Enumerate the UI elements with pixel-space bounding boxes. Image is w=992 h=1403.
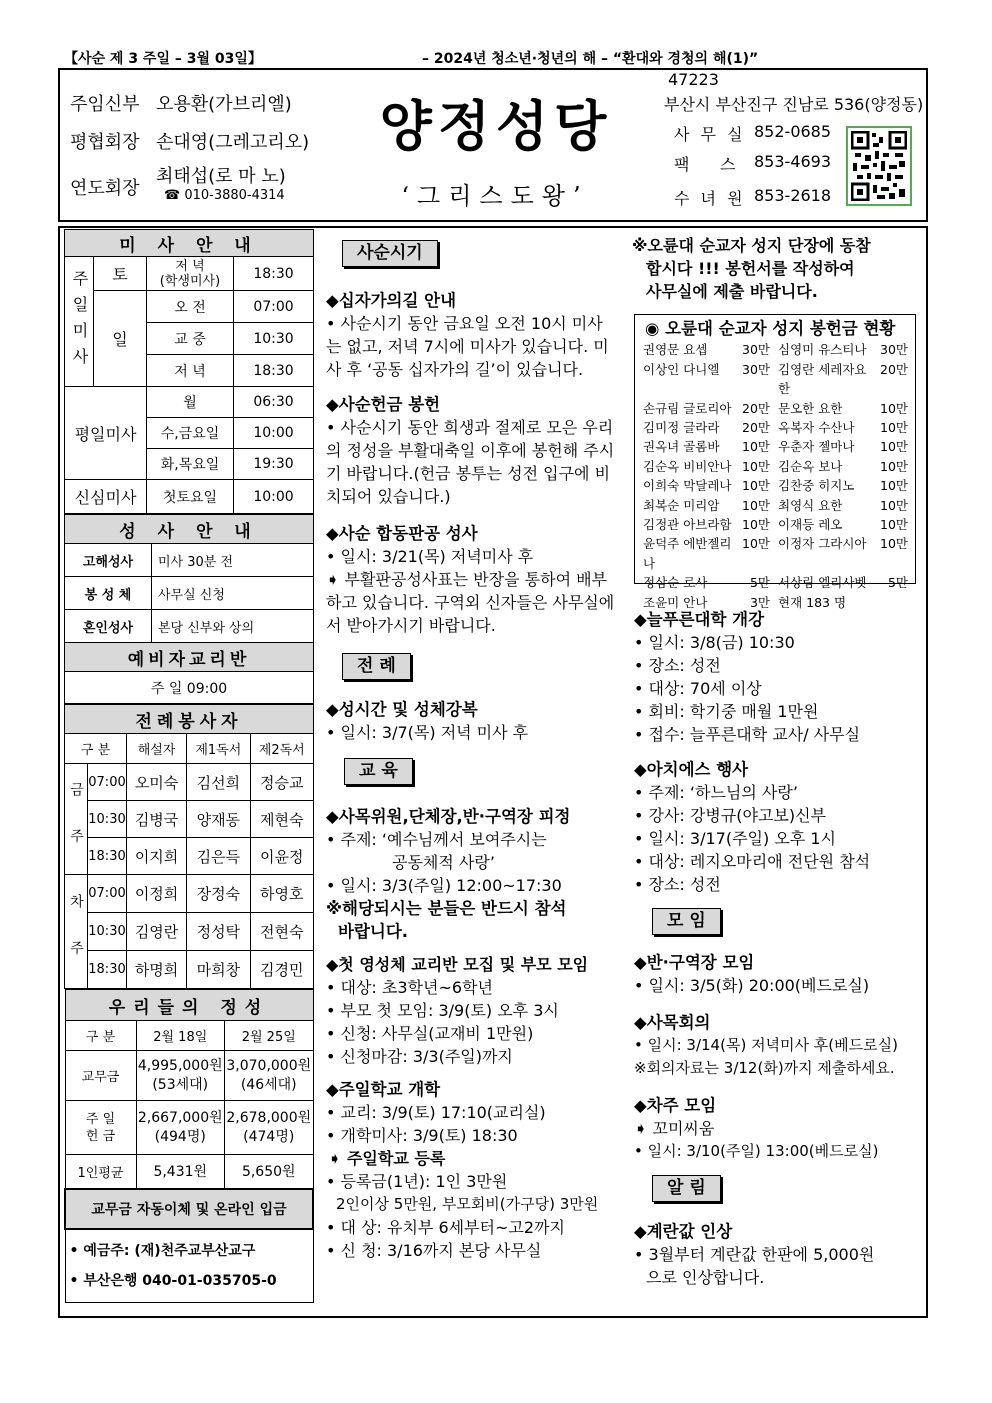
donor-amount: 10만 — [880, 517, 908, 533]
sub-heading: ➧ 꼬미씨움 — [634, 1119, 715, 1138]
donor-name: 최영식 요한 — [778, 497, 843, 513]
donor-name: 이상인 다니엘 — [643, 361, 720, 377]
list-item: • 3월부터 계란값 한판에 5,000원 — [634, 1245, 875, 1264]
weekday-mass-label: 평일미사 — [65, 387, 147, 480]
account-holder: • 예금주: (재)천주교부산교구 — [69, 1242, 256, 1259]
donor-amount: 3만 — [749, 594, 770, 610]
right-notice — [632, 234, 916, 303]
donor-amount: 10만 — [880, 536, 908, 552]
list-item: • 교리: 3/9(토) 17:10(교리실) — [326, 1103, 546, 1122]
list-item: • 대상: 초3학년~6학년 — [326, 978, 493, 997]
donor-name: 서상림 엘리사벳 — [778, 575, 867, 591]
server-name: 김경민 — [250, 951, 313, 989]
section-tab: 교 육 — [344, 758, 413, 785]
officer-name: 최태섭(로 마 노) — [156, 166, 286, 187]
mass-time: 07:00 — [88, 764, 127, 801]
notice-heading: ◆반·구역장 모임 — [634, 953, 755, 972]
donor-row — [635, 573, 915, 592]
section-tab: 모 임 — [652, 908, 721, 935]
section-header: 성 사 안 내 — [65, 515, 314, 544]
column-header: 2월 18일 — [136, 1021, 225, 1051]
list-item: • 일시: 3/10(주일) 13:00(베드로실) — [634, 1142, 879, 1160]
notice-text: ➧ 부활판공성사표는 반장을 통하여 배부하고 있습니다. 구역외 신자들은 사무실에서 받아가시기 바랍니다. — [326, 570, 615, 635]
list-item: • 장소: 성전 — [634, 656, 721, 675]
server-name: 이정희 — [127, 875, 187, 913]
list-item: • 부모 첫 모임: 3/9(토) 오후 3시 — [326, 1001, 559, 1020]
officer-role: 주임신부 — [70, 94, 140, 115]
week-label: 금 주 — [65, 764, 88, 875]
mass-time: 07:00 — [88, 875, 127, 913]
donor-amount: 10만 — [742, 536, 770, 552]
list-item: • 장소: 성전 — [634, 875, 721, 894]
donor-name: 이정자 그라시아 — [778, 536, 867, 552]
day-label: 수,금요일 — [147, 418, 234, 449]
count: (494명) — [154, 1128, 206, 1145]
amount: 2,678,000원 — [226, 1109, 312, 1126]
server-name: 제현숙 — [250, 801, 313, 838]
server-name: 전현숙 — [250, 913, 313, 951]
slot-label: 저 녁 — [175, 258, 205, 274]
offering-table — [64, 989, 314, 1303]
amount: 2,667,000원 — [137, 1109, 223, 1126]
donor-row — [635, 457, 915, 476]
header-box — [58, 68, 928, 222]
donor-list — [635, 340, 915, 612]
donor-amount: 10만 — [880, 439, 908, 455]
donor-name: 우춘자 젤마나 — [778, 439, 855, 455]
mass-time: 18:30 — [88, 951, 127, 989]
donor-row — [635, 399, 915, 418]
parish-title: 양정성당 — [379, 94, 613, 158]
donor-name: 최복순 미리암 — [643, 497, 720, 513]
donor-amount: 30만 — [880, 342, 908, 358]
offering-type: 주 일 헌 금 — [65, 1101, 136, 1155]
donor-name: 김찬중 히지노 — [778, 478, 855, 494]
donor-amount: 20만 — [742, 420, 770, 436]
notice-heading: ◆차주 모임 — [634, 1096, 717, 1115]
mass-time: 10:30 — [88, 913, 127, 951]
donor-amount: 30만 — [742, 361, 770, 377]
donor-row — [635, 496, 915, 515]
notice-text: • 주제: ‘예수님께서 보여주시는 — [326, 830, 547, 849]
donor-amount: 30만 — [742, 342, 770, 358]
server-name: 김은득 — [187, 838, 250, 875]
server-name: 하영호 — [250, 875, 313, 913]
phone-number: ☎ 010-3880-4314 — [164, 188, 285, 203]
list-item: • 대상: 레지오마리애 전단원 참석 — [634, 852, 871, 871]
list-item: • 강사: 강병규(야고보)신부 — [634, 806, 827, 825]
section-header: 미 사 안 내 — [65, 230, 314, 257]
week-label: 차 주 — [65, 875, 88, 989]
donor-amount: 5만 — [749, 575, 770, 591]
section-header: 예비자교리반 — [65, 643, 314, 672]
donor-name: 문오한 요한 — [778, 400, 843, 416]
column-header: 구 분 — [65, 1021, 136, 1051]
day-label: 첫토요일 — [147, 480, 234, 514]
sacrament-name: 혼인성사 — [65, 610, 152, 643]
donor-row — [635, 534, 915, 573]
notice-heading: ◆첫 영성체 교리반 모집 및 부모 모임 — [326, 955, 589, 974]
list-item: • 회비: 학기중 매월 1만원 — [634, 702, 819, 721]
notice-heading: ◆늘푸른대학 개강 — [634, 610, 765, 629]
donor-name: 김미정 글라라 — [643, 420, 720, 436]
offering-type: 교무금 — [65, 1051, 136, 1101]
sacrament-name: 봉 성 체 — [65, 577, 152, 610]
donor-row — [635, 360, 915, 399]
contact-label: 수 녀 원 — [674, 189, 746, 208]
slot-label: 저 녁 — [147, 355, 234, 387]
slot-label: 오 전 — [147, 291, 234, 323]
notice-text: • 사순시기 동안 금요일 오전 10시 미사는 없고, 저녁 7시에 미사가 있습니다. 미사 후 ‘공동 십자가의 길’이 있습니다. — [326, 314, 609, 379]
donor-row — [635, 418, 915, 437]
year-theme: – 2024년 청소년·청년의 해 – “환대와 경청의 해(1)” — [422, 51, 759, 67]
donor-amount: 10만 — [880, 478, 908, 494]
donor-amount: 20만 — [880, 361, 908, 377]
section-tab: 알 림 — [652, 1175, 721, 1202]
list-item: • 일시: 3/8(금) 10:30 — [634, 633, 795, 652]
notice-text: • 일시: 3/7(목) 저녁 미사 후 — [326, 723, 529, 742]
notice-heading: ◆사순헌금 봉헌 — [326, 395, 441, 414]
donor-name: 권옥녀 골롬바 — [643, 439, 720, 455]
donor-row — [635, 476, 915, 495]
section-header: 우리들의 정성 — [65, 990, 313, 1021]
server-name: 이지희 — [127, 838, 187, 875]
server-name: 장정숙 — [187, 875, 250, 913]
sunday-mass-label: 주일미사 — [65, 257, 94, 387]
donor-amount: 10만 — [880, 420, 908, 436]
server-name: 정승교 — [250, 764, 313, 801]
server-name: 마희창 — [187, 951, 250, 989]
donor-name: 윤덕주 에반젤리나 — [643, 536, 732, 571]
donor-name: 권영문 요셉 — [643, 342, 708, 358]
donor-name: 이재등 레오 — [778, 517, 843, 533]
notice-text: 사무실에 제출 바랍니다. — [646, 282, 818, 301]
list-item: 으로 인상합니다. — [646, 1268, 765, 1287]
donor-name: 정삼순 로사 — [643, 575, 708, 591]
notice-text: 공동체적 사랑’ — [392, 853, 495, 872]
list-item: 2인이상 5만원, 부모회비(가구당) 3만원 — [336, 1195, 599, 1213]
donor-amount: 20만 — [742, 400, 770, 416]
middle-column — [326, 240, 616, 1262]
mass-time: 06:30 — [234, 387, 314, 418]
notice-heading: ◆사목위원,단체장,반·구역장 피정 — [326, 807, 571, 826]
contact-value: 852-0685 — [754, 122, 832, 141]
server-name: 양재동 — [187, 801, 250, 838]
donor-amount: 10만 — [880, 400, 908, 416]
contact-label: 팩 스 — [674, 155, 736, 174]
sacrament-info: 사무실 신청 — [152, 577, 314, 610]
donor-name: 김영란 세레자요한 — [778, 361, 867, 397]
mass-time: 10:00 — [234, 418, 314, 449]
column-header: 제1독서 — [187, 734, 250, 764]
notice-heading: ◆아치에스 행사 — [634, 760, 749, 779]
donor-amount: 5만 — [887, 575, 908, 591]
day-label: 토 — [94, 257, 147, 291]
bank-account: • 부산은행 040-01-035705-0 — [69, 1272, 277, 1289]
donor-name: 김순옥 보나 — [778, 458, 843, 474]
mass-table — [64, 229, 314, 514]
donor-name: 현재 183 명 — [778, 594, 847, 610]
list-item: • 일시: 3/5(화) 20:00(베드로실) — [634, 976, 870, 995]
top-line — [64, 48, 924, 68]
donation-title: ◉ 오륜대 순교자 성지 봉헌금 현황 — [645, 319, 896, 338]
contact-label: 사 무 실 — [674, 125, 746, 144]
column-header: 2월 25일 — [225, 1021, 314, 1051]
notice-text: • 일시: 3/21(목) 저녁미사 후 — [326, 547, 534, 566]
mass-time: 18:30 — [234, 355, 314, 387]
amount: 4,995,000원 — [137, 1057, 223, 1074]
server-name: 김병국 — [127, 801, 187, 838]
amount: 3,070,000원 — [226, 1057, 312, 1074]
section-tab: 사순시기 — [342, 240, 438, 267]
list-item: ※회의자료는 3/12(화)까지 제출하세요. — [634, 1059, 895, 1077]
notice-heading: ◆계란값 인상 — [634, 1222, 733, 1241]
officer-name: 오용환(가브리엘) — [156, 94, 292, 115]
column-header: 제2독서 — [250, 734, 313, 764]
server-name: 하명희 — [127, 951, 187, 989]
sacrament-table — [64, 514, 314, 704]
devotion-mass-label: 신심미사 — [65, 480, 147, 514]
column-header: 해설자 — [127, 734, 187, 764]
donor-amount: 10만 — [742, 478, 770, 494]
donor-row — [635, 437, 915, 456]
donor-amount: 10만 — [880, 458, 908, 474]
sacrament-info: 미사 30분 전 — [152, 544, 314, 577]
amount: 5,650원 — [225, 1155, 314, 1189]
right-column — [634, 608, 918, 1289]
count: (474명) — [243, 1128, 295, 1145]
notice-text: 합시다 !!! 봉헌서를 작성하여 — [646, 259, 855, 278]
left-column — [64, 229, 314, 1303]
notice-text: 바랍니다. — [338, 922, 409, 941]
donor-row — [635, 515, 915, 534]
notice-heading: ◆주일학교 개학 — [326, 1080, 441, 1099]
donor-amount: 10만 — [742, 439, 770, 455]
mass-time: 18:30 — [88, 838, 127, 875]
day-label: 월 — [147, 387, 234, 418]
list-item: • 접수: 늘푸른대학 교사/ 사무실 — [634, 725, 861, 744]
date-info: 【사순 제 3 주일 – 3월 03일】 — [64, 51, 262, 67]
list-item: • 신청: 사무실(교재비 1만원) — [326, 1024, 534, 1043]
server-name: 오미숙 — [127, 764, 187, 801]
bank-title: 교무금 자동이체 및 온라인 입금 — [65, 1189, 313, 1229]
donor-amount: 10만 — [742, 517, 770, 533]
server-name: 정성탁 — [187, 913, 250, 951]
section-header: 전례봉사자 — [65, 705, 314, 734]
day-label: 화,목요일 — [147, 449, 234, 480]
server-name: 김선희 — [187, 764, 250, 801]
donor-name: 김순옥 비비안나 — [643, 458, 732, 474]
officer-name: 손대영(그레고리오) — [156, 132, 310, 153]
notice-text: ※해당되시는 분들은 반드시 참석 — [326, 899, 567, 918]
notice-heading: ◆십자가의길 안내 — [326, 291, 457, 310]
count: (46세대) — [240, 1076, 297, 1093]
server-name: 이윤정 — [250, 838, 313, 875]
donor-name: 김정관 아브라함 — [643, 517, 732, 533]
mass-time: 07:00 — [234, 291, 314, 323]
notice-heading: ◆성시간 및 성체강복 — [326, 700, 478, 719]
amount: 5,431원 — [136, 1155, 225, 1189]
notice-heading: ◆사순 합동판공 성사 — [326, 524, 478, 543]
offering-type: 1인평균 — [65, 1155, 136, 1189]
donor-amount: 10만 — [880, 497, 908, 513]
slot-note: (학생미사) — [159, 273, 221, 289]
notice-heading: ◆사목회의 — [634, 1013, 711, 1032]
contact-value: 853-2618 — [754, 186, 832, 205]
mass-time: 10:30 — [88, 801, 127, 838]
sacrament-name: 고해성사 — [65, 544, 152, 577]
mass-time: 10:30 — [234, 323, 314, 355]
donor-name: 조윤미 안나 — [643, 594, 708, 610]
column-header: 구 분 — [65, 734, 127, 764]
donor-name: 심영미 유스티나 — [778, 342, 867, 358]
donor-row — [635, 340, 915, 359]
count: (53세대) — [152, 1076, 209, 1093]
catechumen-time: 주 일 09:00 — [65, 672, 314, 704]
mass-time: 18:30 — [234, 257, 314, 291]
list-item: • 일시: 3/14(목) 저녁미사 후(베드로실) — [634, 1036, 898, 1054]
donor-amount: 10만 — [742, 458, 770, 474]
donor-amount: 10만 — [742, 497, 770, 513]
donor-name: 이희숙 막달레나 — [643, 478, 732, 494]
list-item: • 일시: 3/17(주일) 오후 1시 — [634, 829, 836, 848]
slot-label: 교 중 — [147, 323, 234, 355]
officer-role: 연도회장 — [70, 178, 140, 199]
notice-text: • 일시: 3/3(주일) 12:00~17:30 — [326, 876, 562, 895]
section-tab: 전 례 — [342, 653, 411, 680]
list-item: • 신청마감: 3/3(주일)까지 — [326, 1047, 513, 1066]
list-item: • 대 상: 유치부 6세부터~고2까지 — [326, 1218, 565, 1237]
list-item: • 개학미사: 3/9(토) 18:30 — [326, 1126, 518, 1145]
sub-heading: ➧ 주일학교 등록 — [328, 1149, 446, 1168]
contact-value: 853-4693 — [754, 152, 832, 171]
list-item: • 대상: 70세 이상 — [634, 679, 762, 698]
qr-code-icon[interactable] — [846, 126, 912, 206]
server-name: 김영란 — [127, 913, 187, 951]
notice-text: ※오륜대 순교자 성지 단장에 동참 — [632, 236, 871, 255]
list-item: • 주제: ‘하느님의 사랑’ — [634, 783, 798, 802]
officer-role: 평협회장 — [70, 132, 140, 153]
mass-time: 10:00 — [234, 480, 314, 514]
day-label: 일 — [94, 291, 147, 387]
donor-name: 손규림 글로리아 — [643, 400, 732, 416]
servers-table — [64, 704, 314, 989]
mass-time: 19:30 — [234, 449, 314, 480]
donation-box — [634, 314, 916, 610]
address: 부산시 부산진구 진남로 536(양정동) — [664, 95, 924, 114]
list-item: • 신 청: 3/16까지 본당 사무실 — [326, 1241, 542, 1260]
parish-subtitle: ‘그리스도왕’ — [401, 182, 589, 210]
postcode: 47223 — [668, 70, 719, 89]
sacrament-info: 본당 신부와 상의 — [152, 610, 314, 643]
notice-text: • 사순시기 동안 희생과 절제로 모은 우리의 정성을 부활대축일 이후에 봉헌해 주시기 바랍니다.(헌금 봉투는 성전 입구에 비치되어 있습니다.) — [326, 418, 615, 506]
list-item: • 등록금(1년): 1인 3만원 — [326, 1172, 508, 1191]
donor-name: 옥복자 수산나 — [778, 420, 855, 436]
